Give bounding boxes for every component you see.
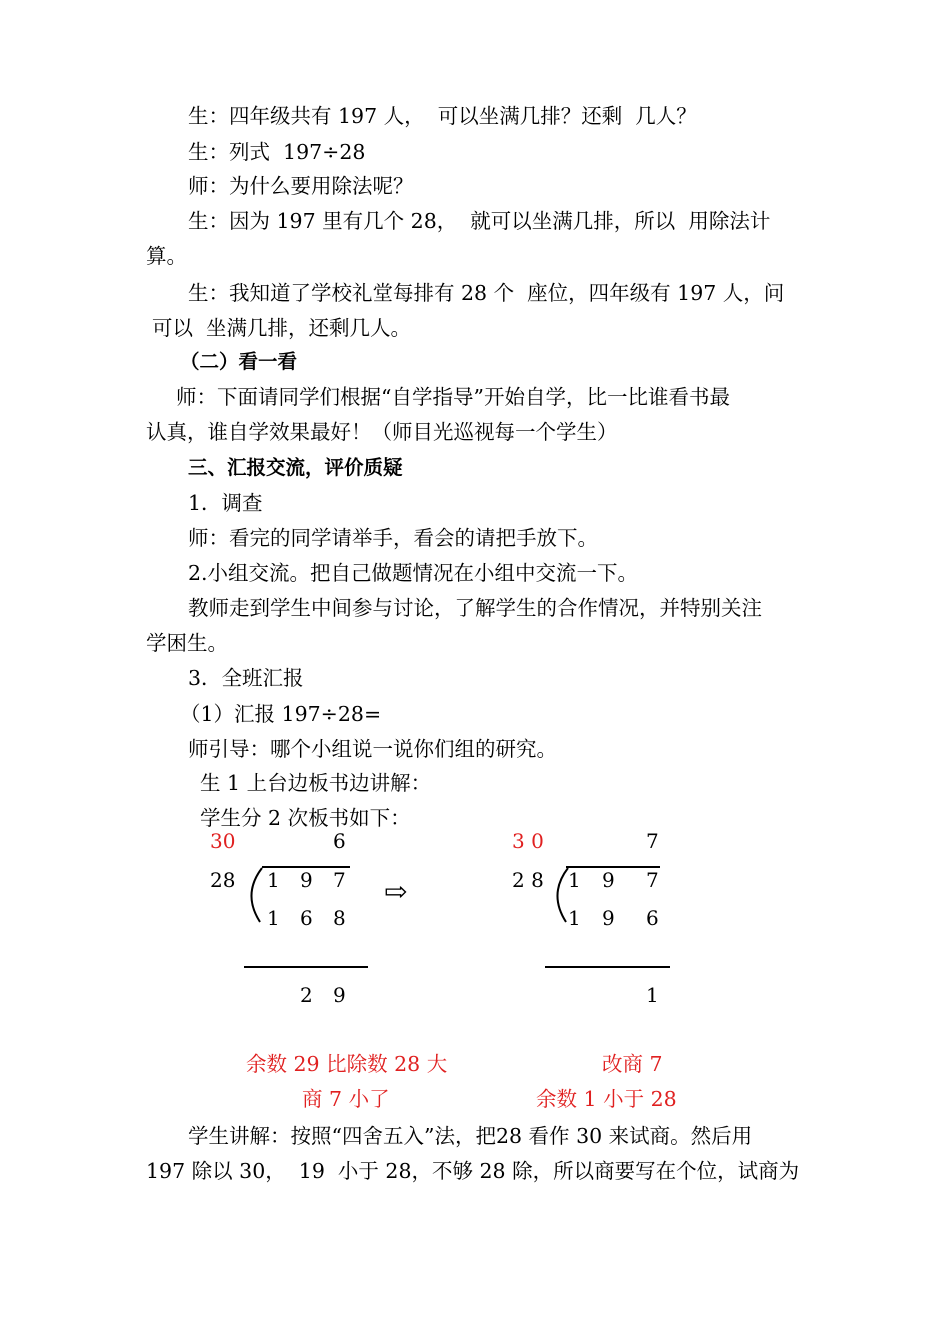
para-line: 3．全班汇报 [188,666,304,690]
para-line: 算。 [146,244,187,268]
remainder-digit: 2 [300,983,313,1007]
annotation-right-1: 改商 7 [602,1052,663,1076]
arrow-right-icon: ⇨ [384,875,408,908]
para-line: 师：看完的同学请举手，看会的请把手放下。 [188,526,598,550]
trial-divisor: 30 [210,829,236,853]
para-line: 生：列式 197÷28 [188,140,366,164]
para-line: 师：为什么要用除法呢？ [188,174,414,198]
dividend-digit: 7 [646,868,659,892]
product-digit: 6 [646,906,659,930]
para-line: 生 1 上台边板书边讲解： [200,771,432,795]
product-digit: 1 [568,906,581,930]
para-line: 生：因为 197 里有几个 28， 就可以坐满几排，所以 用除法计 [188,209,771,233]
product-digit: 9 [602,906,615,930]
product-digit: 1 [267,906,280,930]
section-heading: 三、汇报交流，评价质疑 [188,456,403,479]
annotation-left-2: 商 7 小了 [302,1087,390,1111]
remainder-digit: 1 [646,983,659,1007]
para-line: 1．调查 [188,491,263,515]
para-line: 学困生。 [146,631,228,655]
para-line: 师：下面请同学们根据“自学指导”开始自学，比一比谁看书最 [176,385,730,409]
section-heading: （二）看一看 [180,350,298,373]
para-line: 197 除以 30， 19 小于 28，不够 28 除，所以商要写在个位，试商为 [146,1159,800,1183]
para-line: 可以 坐满几排，还剩几人。 [152,316,412,340]
division-bracket [236,866,266,926]
divisor: 28 [210,868,236,892]
para-line: 师引导：哪个小组说一说你们组的研究。 [188,737,557,761]
product-digit: 8 [333,906,346,930]
dividend-digit: 9 [300,868,313,892]
para-line: 学生讲解：按照“四舍五入”法，把28 看作 30 来试商。然后用 [188,1124,753,1148]
annotation-left-1: 余数 29 比除数 28 大 [246,1052,448,1076]
para-line: 2.小组交流。把自己做题情况在小组中交流一下。 [188,561,639,585]
dividend-digit: 1 [267,868,280,892]
subtraction-line [244,966,368,968]
quotient: 7 [646,829,659,853]
para-line: 认真，谁自学效果最好！（师目光巡视每一个学生） [146,420,618,444]
annotation-right-2: 余数 1 小于 28 [536,1087,677,1111]
product-digit: 6 [300,906,313,930]
quotient: 6 [333,829,346,853]
divisor: 2 8 [512,868,544,892]
trial-divisor: 3 0 [512,829,544,853]
subtraction-line [545,966,670,968]
para-line: 教师走到学生中间参与讨论，了解学生的合作情况，并特别关注 [188,596,762,620]
dividend-digit: 1 [568,868,581,892]
para-line: 学生分 2 次板书如下： [200,806,411,830]
para-line: （1）汇报 197÷28= [180,702,382,726]
remainder-digit: 9 [333,983,346,1007]
dividend-digit: 9 [602,868,615,892]
dividend-digit: 7 [333,868,346,892]
para-line: 生：四年级共有 197 人， 可以坐满几排？还剩 几人？ [188,104,697,128]
para-line: 生：我知道了学校礼堂每排有 28 个 座位，四年级有 197 人，问 [188,281,785,305]
